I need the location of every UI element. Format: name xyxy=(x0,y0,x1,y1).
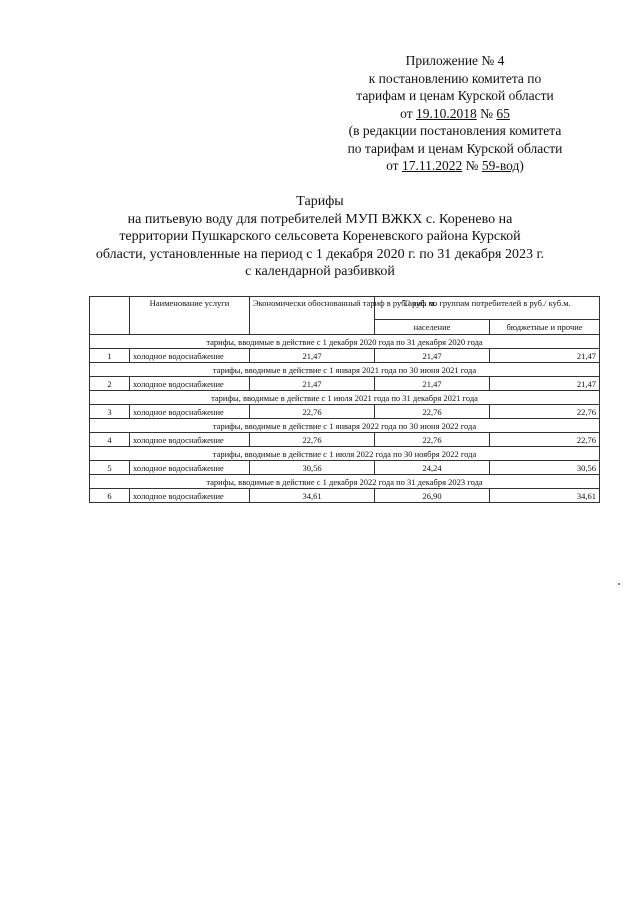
col-service-header: Наименование услуги xyxy=(130,297,250,335)
table-header-row xyxy=(90,297,600,320)
resolution-number: 65 xyxy=(496,105,510,121)
appendix-line: Приложение № 4 xyxy=(405,53,505,68)
edition-line: (в редакции постановления комитета xyxy=(348,123,562,138)
number-prefix: № xyxy=(476,105,497,121)
title-line: на питьевую воду для потребителей МУП ВЖКХ с. Коренево на xyxy=(127,211,513,227)
row-budget-tariff: 22,76 xyxy=(490,405,600,419)
appendix-line: к постановлению комитета по xyxy=(368,70,542,86)
tariff-table xyxy=(89,296,600,503)
title-line: с календарной разбивкой xyxy=(245,264,395,279)
appendix-header xyxy=(320,52,590,175)
title-heading: Тарифы xyxy=(296,194,344,209)
row-budget-tariff: 34,61 xyxy=(490,489,600,503)
period-label: тарифы, вводимые в действие с 1 января 2022 года по 30 июня 2022 года xyxy=(90,419,600,433)
period-row xyxy=(90,475,600,489)
edition-date-prefix: от xyxy=(386,158,402,173)
period-label: тарифы, вводимые в действие с 1 июля 2021 года по 31 декабря 2021 года xyxy=(90,391,600,405)
edition-date: 17.11.2022 xyxy=(401,158,463,173)
appendix-date-line xyxy=(320,105,590,123)
table-row xyxy=(90,349,600,363)
title-line: территории Пушкарского сельсовета Кореневского района Курской xyxy=(119,229,521,244)
edition-close: ) xyxy=(519,158,524,173)
row-number: 3 xyxy=(90,405,130,419)
period-row xyxy=(90,447,600,461)
row-number: 2 xyxy=(90,377,130,391)
period-label: тарифы, вводимые в действие с 1 января 2021 года по 30 июня 2021 года xyxy=(90,363,600,377)
col-econ-header: Экономически обоснованный тариф в руб./ куб. м. xyxy=(250,297,375,335)
row-number: 1 xyxy=(90,349,130,363)
row-population-tariff: 21,47 xyxy=(375,377,490,391)
period-row xyxy=(90,391,600,405)
col-group-header: Тариф по группам потребителей в руб./ куб.м. xyxy=(375,297,600,320)
resolution-date: 19.10.2018 xyxy=(415,105,477,121)
title-line: области, установленные на период с 1 декабря 2020 г. по 31 декабря 2023 г. xyxy=(95,246,545,262)
period-row xyxy=(90,363,600,377)
row-econ-tariff: 21,47 xyxy=(250,377,375,391)
document-title xyxy=(60,193,580,281)
row-number: 4 xyxy=(90,433,130,447)
edition-line: по тарифам и ценам Курской области xyxy=(347,140,563,156)
scan-speck xyxy=(618,583,620,585)
col-budget-header: бюджетные и прочие xyxy=(490,320,600,335)
date-prefix: от xyxy=(400,105,416,121)
row-population-tariff: 26,90 xyxy=(375,489,490,503)
table-row xyxy=(90,433,600,447)
row-service: холодное водоснабжение xyxy=(130,461,250,475)
table-row xyxy=(90,405,600,419)
row-econ-tariff: 21,47 xyxy=(250,349,375,363)
row-service: холодное водоснабжение xyxy=(130,433,250,447)
row-budget-tariff: 21,47 xyxy=(490,349,600,363)
row-number: 5 xyxy=(90,461,130,475)
table-row xyxy=(90,377,600,391)
col-population-header: население xyxy=(375,320,490,335)
period-label: тарифы, вводимые в действие с 1 декабря 2020 года по 31 декабря 2020 года xyxy=(90,335,600,349)
table-row xyxy=(90,461,600,475)
row-number: 6 xyxy=(90,489,130,503)
row-service: холодное водоснабжение xyxy=(130,377,250,391)
row-econ-tariff: 30,56 xyxy=(250,461,375,475)
row-service: холодное водоснабжение xyxy=(130,405,250,419)
row-population-tariff: 21,47 xyxy=(375,349,490,363)
col-number-header xyxy=(90,297,130,335)
period-label: тарифы, вводимые в действие с 1 июля 2022 года по 30 ноября 2022 года xyxy=(90,447,600,461)
row-budget-tariff: 21,47 xyxy=(490,377,600,391)
row-population-tariff: 24,24 xyxy=(375,461,490,475)
row-service: холодное водоснабжение xyxy=(130,349,250,363)
period-label: тарифы, вводимые в действие с 1 декабря 2022 года по 31 декабря 2023 года xyxy=(90,475,600,489)
row-budget-tariff: 22,76 xyxy=(490,433,600,447)
edition-number: 59-вод xyxy=(481,158,520,173)
row-population-tariff: 22,76 xyxy=(375,405,490,419)
appendix-line: тарифам и ценам Курской области xyxy=(356,88,554,103)
period-row xyxy=(90,335,600,349)
row-econ-tariff: 22,76 xyxy=(250,433,375,447)
row-budget-tariff: 30,56 xyxy=(490,461,600,475)
edition-number-prefix: № xyxy=(462,158,482,173)
table-row xyxy=(90,489,600,503)
row-econ-tariff: 34,61 xyxy=(250,489,375,503)
edition-date-line xyxy=(320,157,590,175)
row-population-tariff: 22,76 xyxy=(375,433,490,447)
period-row xyxy=(90,419,600,433)
row-econ-tariff: 22,76 xyxy=(250,405,375,419)
row-service: холодное водоснабжение xyxy=(130,489,250,503)
